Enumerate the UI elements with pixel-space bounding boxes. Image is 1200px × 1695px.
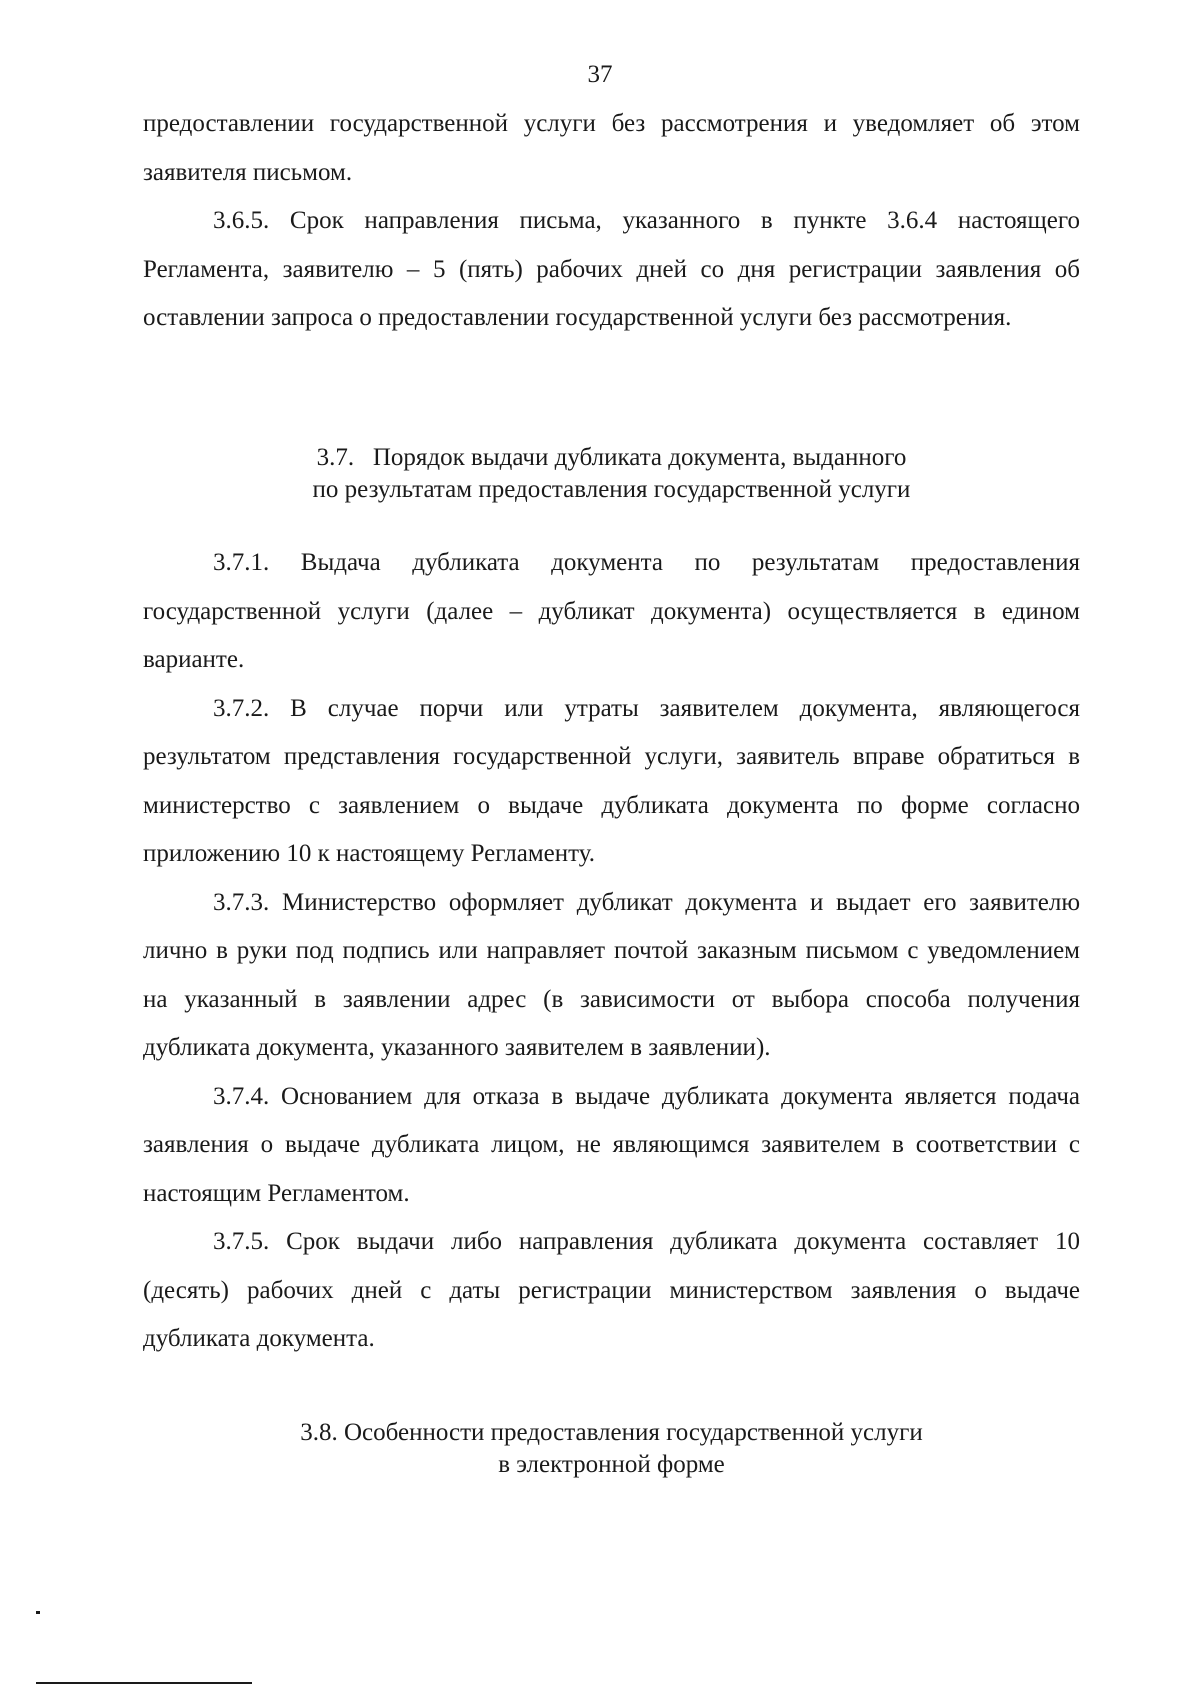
footnote-separator [36,1682,252,1684]
section-heading-3-8-line2: в электронной форме [498,1451,725,1478]
paragraph-3-7-5: 3.7.5. Срок выдачи либо направления дубликата документа составляет 10 (десять) рабочих дней с даты регистрации министерством заявления о выдаче дубликата документа. [143,1228,1080,1352]
paragraph-3-7-1: 3.7.1. Выдача дубликата документа по результатам предоставления государственной услуги (далее – дубликат документа) осуществляется в едином варианте. [143,549,1080,673]
section-heading-3-7-line2: по результатам предоставления государственной услуги [312,476,911,503]
section-heading-3-7-line1: 3.7. Порядок выдачи дубликата документа, выданного [316,444,907,471]
scan-mark [36,1611,40,1614]
section-heading-3-7 [143,442,1080,506]
section-heading-3-8 [143,1417,1080,1481]
section-heading-3-8-line1: 3.8. Особенности предоставления государственной услуги [300,1419,923,1446]
intro-block [143,100,1080,343]
paragraph-3-7-4: 3.7.4. Основанием для отказа в выдаче дубликата документа является подача заявления о выдаче дубликата лицом, не являющимся заявителем в соответствии с настоящим Регламентом. [143,1082,1080,1207]
paragraph-continuation: предоставлении государственной услуги без рассмотрения и уведомляет об этом заявителя письмом. [143,110,1080,186]
section-3-7-body [143,539,1080,1364]
paragraph-3-6-5: 3.6.5. Срок направления письма, указанного в пункте 3.6.4 настоящего Регламента, заявителю – 5 (пять) рабочих дней со дня регистрации заявления об оставлении запроса о предоставлении государственной услуги без рассмотрения. [143,207,1080,331]
page-number: 37 [587,61,613,88]
paragraph-3-7-3: 3.7.3. Министерство оформляет дубликат документа и выдает его заявителю лично в руки под подпись или направляет почтой заказным письмом с уведомлением на указанный в заявлении адрес (в зависимости от выбора способа получения дубликата документа, указанного заявителем в заявлении). [143,888,1080,1061]
paragraph-3-7-2: 3.7.2. В случае порчи или утраты заявителем документа, являющегося результатом представления государственной услуги, заявитель вправе обратиться в министерство с заявлением о выдаче дубликата документа по форме согласно приложению 10 к настоящему Регламенту. [143,694,1080,867]
